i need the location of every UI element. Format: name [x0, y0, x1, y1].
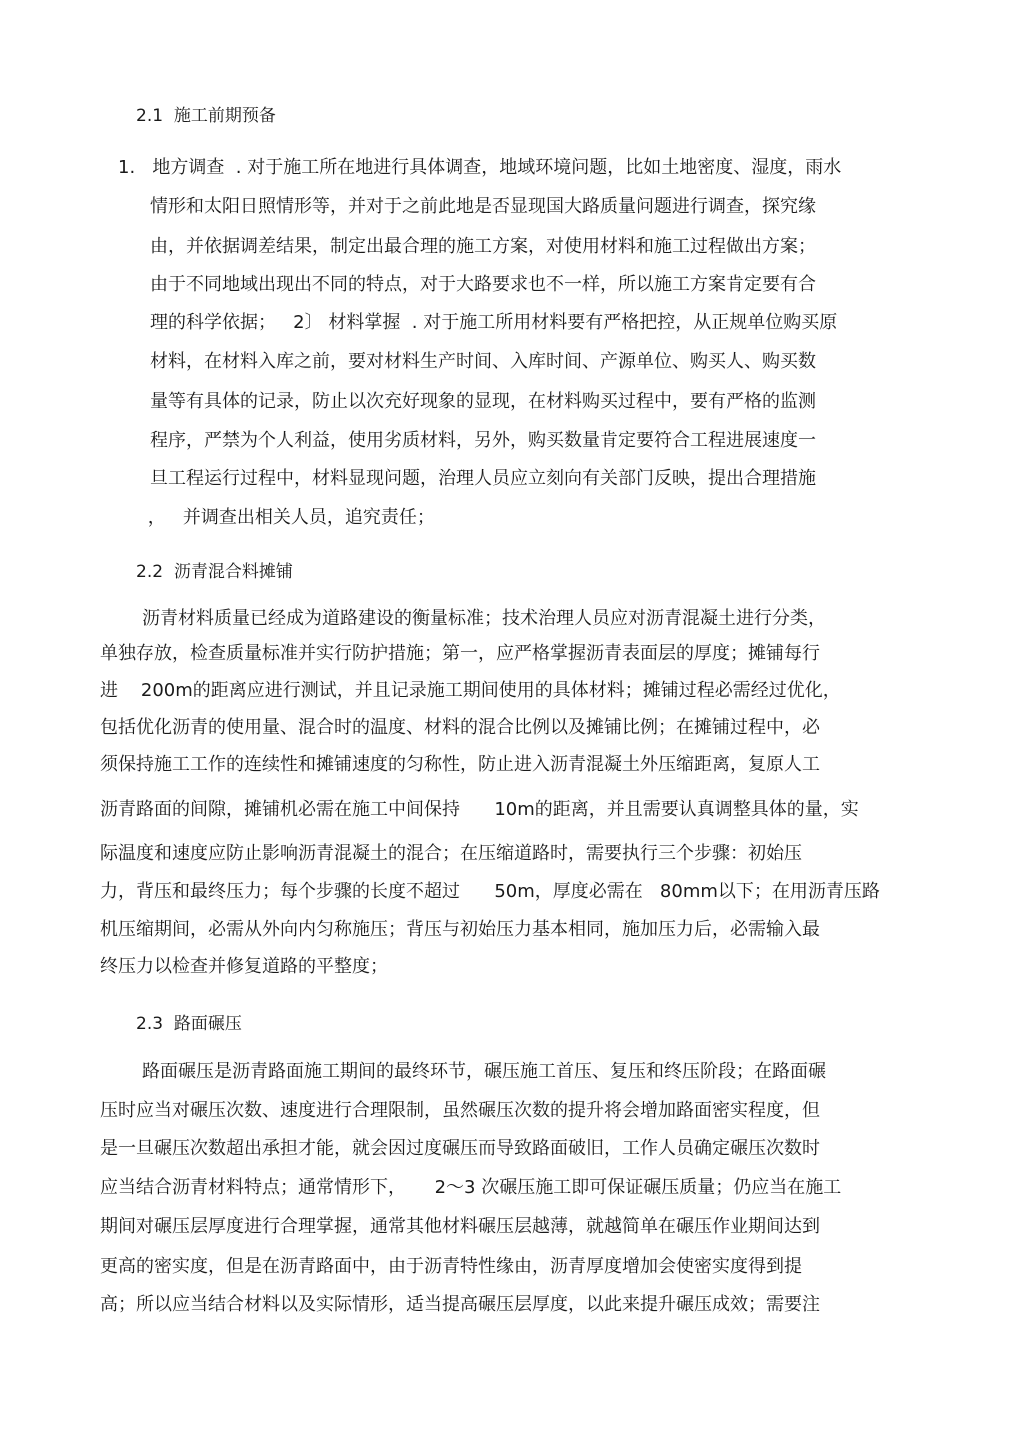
paragraph-line: 路面碾压是沥青路面施工期间的最终环节，碾压施工首压、复压和终压阶段；在路面碾 [142, 1061, 826, 1082]
section-heading: 2.1 施工前期预备 [136, 106, 276, 126]
paragraph-line: 应当结合沥青材料特点；通常情形下， 2～3 次碾压施工即可保证碾压质量；仍应当在施工 [100, 1177, 842, 1198]
paragraph-line: 须保持施工工作的连续性和摊铺速度的匀称性，防止进入沥青混凝土外压缩距离，复原人工 [100, 754, 820, 775]
paragraph-line: ， 并调查出相关人员，追究责任； [142, 507, 435, 528]
paragraph-line: 程序，严禁为个人利益，使用劣质材料，另外，购买数量肯定要符合工程进展速度一 [150, 430, 816, 451]
paragraph-line: 更高的密实度，但是在沥青路面中，由于沥青特性缘由，沥青厚度增加会使密实度得到提 [100, 1256, 802, 1277]
paragraph-line: 量等有具体的记录，防止以次充好现象的显现，在材料购买过程中，要有严格的监测 [150, 391, 816, 412]
paragraph-line: 包括优化沥青的使用量、混合时的温度、材料的混合比例以及摊铺比例；在摊铺过程中，必 [100, 717, 820, 738]
paragraph-line: 际温度和速度应防止影响沥青混凝土的混合；在压缩道路时，需要执行三个步骤：初始压 [100, 843, 802, 864]
paragraph-line: 旦工程运行过程中，材料显现问题，治理人员应立刻向有关部门反映，提出合理措施 [150, 468, 816, 489]
paragraph-line: 压时应当对碾压次数、速度进行合理限制，虽然碾压次数的提升将会增加路面密实程度，但 [100, 1100, 820, 1121]
paragraph-line: 由，并依据调差结果，制定出最合理的施工方案，对使用材料和施工过程做出方案； [150, 236, 816, 257]
paragraph-line: 单独存放，检查质量标准并实行防护措施；第一，应严格掌握沥青表面层的厚度；摊铺每行 [100, 643, 820, 664]
paragraph-line: 由于不同地域出现出不同的特点，对于大路要求也不一样，所以施工方案肯定要有合 [150, 274, 816, 295]
paragraph-line: 1. 地方调查 . 对于施工所在地进行具体调查，地域环境问题，比如土地密度、湿度，雨水 [118, 157, 842, 178]
paragraph-line: 机压缩期间，必需从外向内匀称施压；背压与初始压力基本相同，施加压力后，必需输入最 [100, 919, 820, 940]
paragraph-line: 进 200m的距离应进行测试，并且记录施工期间使用的具体材料；摊铺过程必需经过优化， [100, 680, 841, 701]
paragraph-line: 终压力以检查并修复道路的平整度； [100, 956, 388, 977]
paragraph-line: 沥青材料质量已经成为道路建设的衡量标准；技术治理人员应对沥青混凝土进行分类， [142, 608, 826, 629]
section-heading: 2.2 沥青混合料摊铺 [136, 562, 293, 582]
paragraph-line: 沥青路面的间隙，摊铺机必需在施工中间保持 10m的距离，并且需要认真调整具体的量，实 [100, 799, 859, 820]
paragraph-line: 情形和太阳日照情形等，并对于之前此地是否显现国大路质量问题进行调查，探究缘 [150, 196, 816, 217]
paragraph-line: 期间对碾压层厚度进行合理掌握，通常其他材料碾压层越薄，就越简单在碾压作业期间达到 [100, 1216, 820, 1237]
paragraph-line: 材料，在材料入库之前，要对材料生产时间、入库时间、产源单位、购买人、购买数 [150, 351, 816, 372]
paragraph-line: 力，背压和最终压力；每个步骤的长度不超过 50m，厚度必需在 80mm以下；在用沥青压路 [100, 881, 880, 902]
section-heading: 2.3 路面碾压 [136, 1014, 242, 1034]
paragraph-line: 理的科学依据； 2〕 材料掌握 . 对于施工所用材料要有严格把控，从正规单位购买原 [150, 312, 838, 333]
paragraph-line: 高；所以应当结合材料以及实际情形，适当提高碾压层厚度，以此来提升碾压成效；需要注 [100, 1294, 820, 1315]
paragraph-line: 是一旦碾压次数超出承担才能，就会因过度碾压而导致路面破旧，工作人员确定碾压次数时 [100, 1138, 820, 1159]
